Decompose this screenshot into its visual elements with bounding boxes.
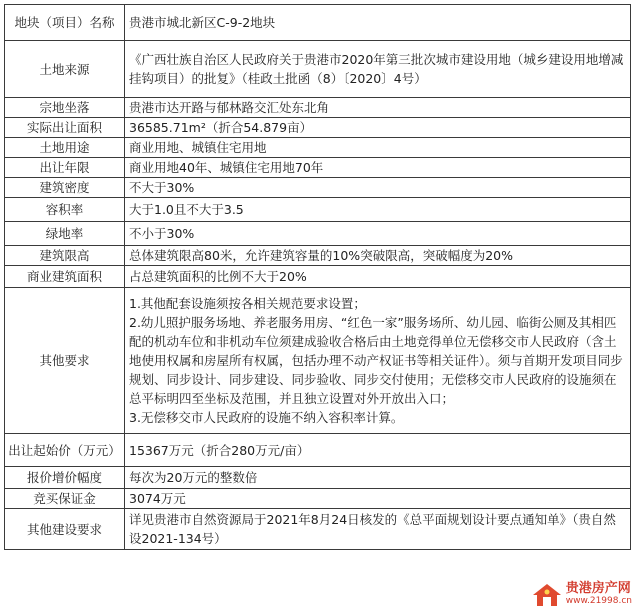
- table-row: [5, 266, 631, 288]
- row-value: 36585.71m²（折合54.879亩）: [125, 118, 631, 138]
- row-value: 大于1.0且不大于3.5: [125, 198, 631, 222]
- row-value: 1.其他配套设施须按各相关规范要求设置； 2.幼儿照护服务场地、养老服务用房、“红色一家”服务场所、幼儿园、临街公厕及其相匹配的机动车位和非机动车位须建成验收合格后由土地竞得单位无偿移交市人民政府（含土地使用权属和房屋所有权属，包括办理不动产权证书等相关证件）。须与首期开发项目同步规划、同步设计、同步建设、同步验收、同步交付使用；无偿移交市人民政府的设施须在总平标明四至坐标及范围，并且独立设置对外开放出入口； 3.无偿移交市人民政府的设施不纳入容积率计算。: [125, 288, 631, 434]
- row-label: 建筑限高: [5, 246, 125, 266]
- row-label: 实际出让面积: [5, 118, 125, 138]
- row-label: 土地用途: [5, 138, 125, 158]
- watermark-name: 贵港房产网: [565, 581, 631, 596]
- row-label: 宗地坐落: [5, 98, 125, 118]
- watermark: [531, 582, 632, 608]
- row-label: 竞买保证金: [5, 489, 125, 509]
- house-logo-icon: [531, 582, 563, 608]
- table-row: [5, 198, 631, 222]
- table-row: [5, 467, 631, 489]
- row-label: 绿地率: [5, 222, 125, 246]
- table-row: [5, 222, 631, 246]
- row-value: 3074万元: [125, 489, 631, 509]
- table-row: [5, 138, 631, 158]
- row-value: 不大于30%: [125, 178, 631, 198]
- table-row: [5, 178, 631, 198]
- row-value: 每次为20万元的整数倍: [125, 467, 631, 489]
- row-value: 15367万元（折合280万元/亩）: [125, 434, 631, 467]
- row-value: 不小于30%: [125, 222, 631, 246]
- row-label: 出让年限: [5, 158, 125, 178]
- table-row: [5, 246, 631, 266]
- row-value: 《广西壮族自治区人民政府关于贵港市2020年第三批次城市建设用地（城乡建设用地增减挂钩项目）的批复》（桂政土批函（8）〔2020〕4号）: [125, 41, 631, 98]
- row-label: 报价增价幅度: [5, 467, 125, 489]
- row-value: 贵港市城北新区C-9-2地块: [125, 5, 631, 41]
- table-row: [5, 158, 631, 178]
- row-value: 贵港市达开路与郁林路交汇处东北角: [125, 98, 631, 118]
- table-row: [5, 98, 631, 118]
- row-label: 地块（项目）名称: [5, 5, 125, 41]
- row-value: 商业用地40年、城镇住宅用地70年: [125, 158, 631, 178]
- row-label: 商业建筑面积: [5, 266, 125, 288]
- land-info-table: [4, 4, 631, 550]
- table-row: [5, 41, 631, 98]
- row-label: 其他要求: [5, 288, 125, 434]
- watermark-url: www.21998.cn: [565, 596, 632, 606]
- row-value: 占总建筑面积的比例不大于20%: [125, 266, 631, 288]
- table-row: [5, 489, 631, 509]
- row-label: 其他建设要求: [5, 509, 125, 550]
- row-label: 出让起始价（万元）: [5, 434, 125, 467]
- table-row: [5, 118, 631, 138]
- row-label: 土地来源: [5, 41, 125, 98]
- table-row: [5, 288, 631, 434]
- row-value: 商业用地、城镇住宅用地: [125, 138, 631, 158]
- row-value: 详见贵港市自然资源局于2021年8月24日核发的《总平面规划设计要点通知单》（贵自然设2021-134号）: [125, 509, 631, 550]
- row-label: 容积率: [5, 198, 125, 222]
- table-row: [5, 434, 631, 467]
- row-label: 建筑密度: [5, 178, 125, 198]
- table-row: [5, 5, 631, 41]
- row-value: 总体建筑限高80米，允许建筑容量的10%突破限高，突破幅度为20%: [125, 246, 631, 266]
- table-row: [5, 509, 631, 550]
